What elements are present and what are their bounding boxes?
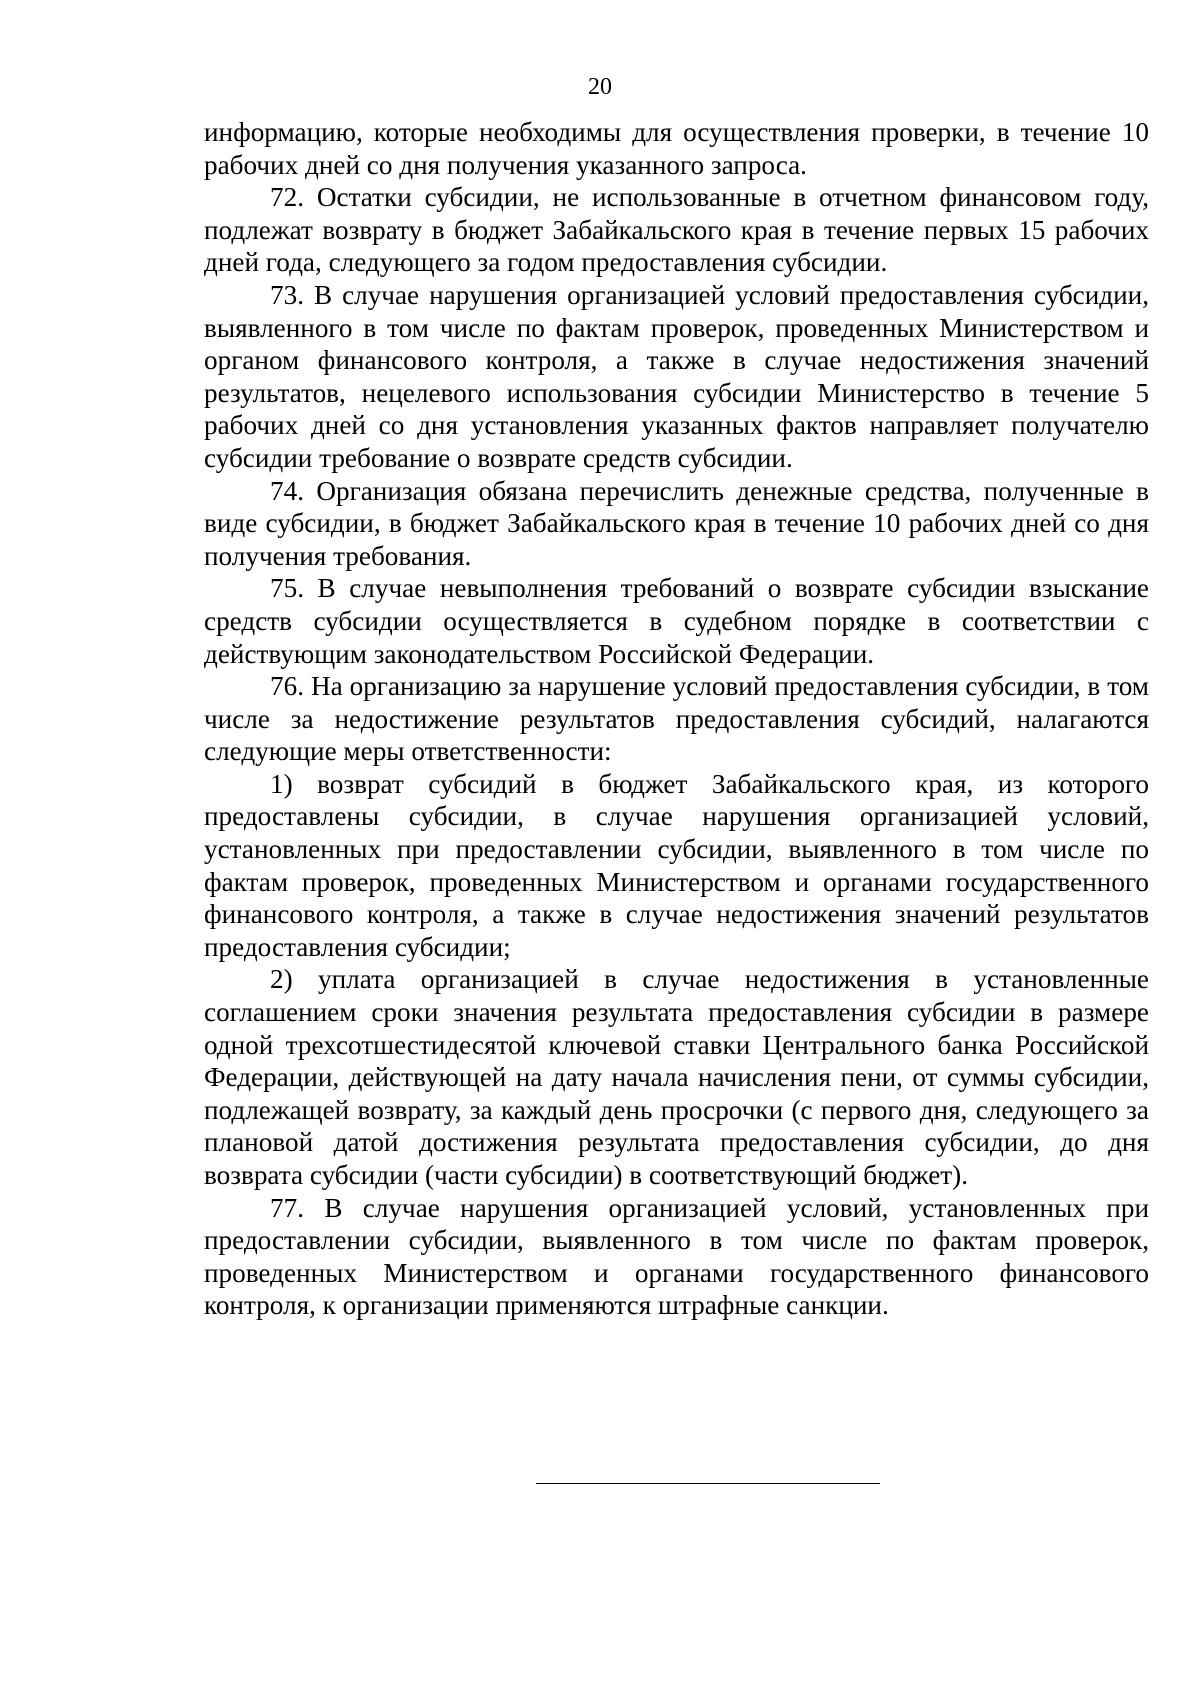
paragraph-76-item-2: 2) уплата организацией в случае недостижения в установленные соглашением сроки значения результата предоставления субсидии в размере одной трехсотшестидесятой ключевой ставки Центрального банка Российской Федерации, действующей на дату начала начисления пени, от суммы субсидии, подлежащей возврату, за каждый день просрочки (с первого дня, следующего за плановой датой достижения результата предоставления субсидии, до дня возврата субсидии (части субсидии) в соответствующий бюджет).	[204, 964, 1149, 1190]
document-body	[204, 116, 1149, 1322]
paragraph-76-item-1: 1) возврат субсидий в бюджет Забайкальского края, из которого предоставлены субсидии, в случае нарушения организацией условий, установленных при предоставлении субсидии, выявленного в том числе по фактам проверок, проведенных Министерством и органами государственного финансового контроля, а также в случае недостижения значений результатов предоставления субсидии;	[204, 768, 1149, 962]
page-number: 20	[588, 74, 612, 100]
paragraph-76: 76. На организацию за нарушение условий предоставления субсидии, в том числе за недостижение результатов предоставления субсидий, налагаются следующие меры ответственности:	[204, 671, 1149, 767]
paragraph-77: 77. В случае нарушения организацией условий, установленных при предоставлении субсидии, выявленного в том числе по фактам проверок, проведенных Министерством и органами государственного финансового контроля, к организации применяются штрафные санкции.	[204, 1192, 1149, 1321]
paragraph-75: 75. В случае невыполнения требований о возврате субсидии взыскание средств субсидии осуществляется в судебном порядке в соответствии с действующим законодательством Российской Федерации.	[204, 573, 1149, 669]
paragraph-74: 74. Организация обязана перечислить денежные средства, полученные в виде субсидии, в бюджет Забайкальского края в течение 10 рабочих дней со дня получения требования.	[204, 475, 1149, 571]
paragraph-72: 72. Остатки субсидии, не использованные в отчетном финансовом году, подлежат возврату в бюджет Забайкальского края в течение первых 15 рабочих дней года, следующего за годом предоставления субсидии.	[204, 182, 1149, 278]
paragraph-73: 73. В случае нарушения организацией условий предоставления субсидии, выявленного в том числе по фактам проверок, проведенных Министерством и органом финансового контроля, а также в случае недостижения значений результатов, нецелевого использования субсидии Министерство в течение 5 рабочих дней со дня установления указанных фактов направляет получателю субсидии требование о возврате средств субсидии.	[204, 279, 1149, 473]
end-separator-line	[536, 1483, 880, 1484]
paragraph-continuation: информацию, которые необходимы для осуществления проверки, в течение 10 рабочих дней со дня получения указанного запроса.	[204, 117, 1149, 180]
